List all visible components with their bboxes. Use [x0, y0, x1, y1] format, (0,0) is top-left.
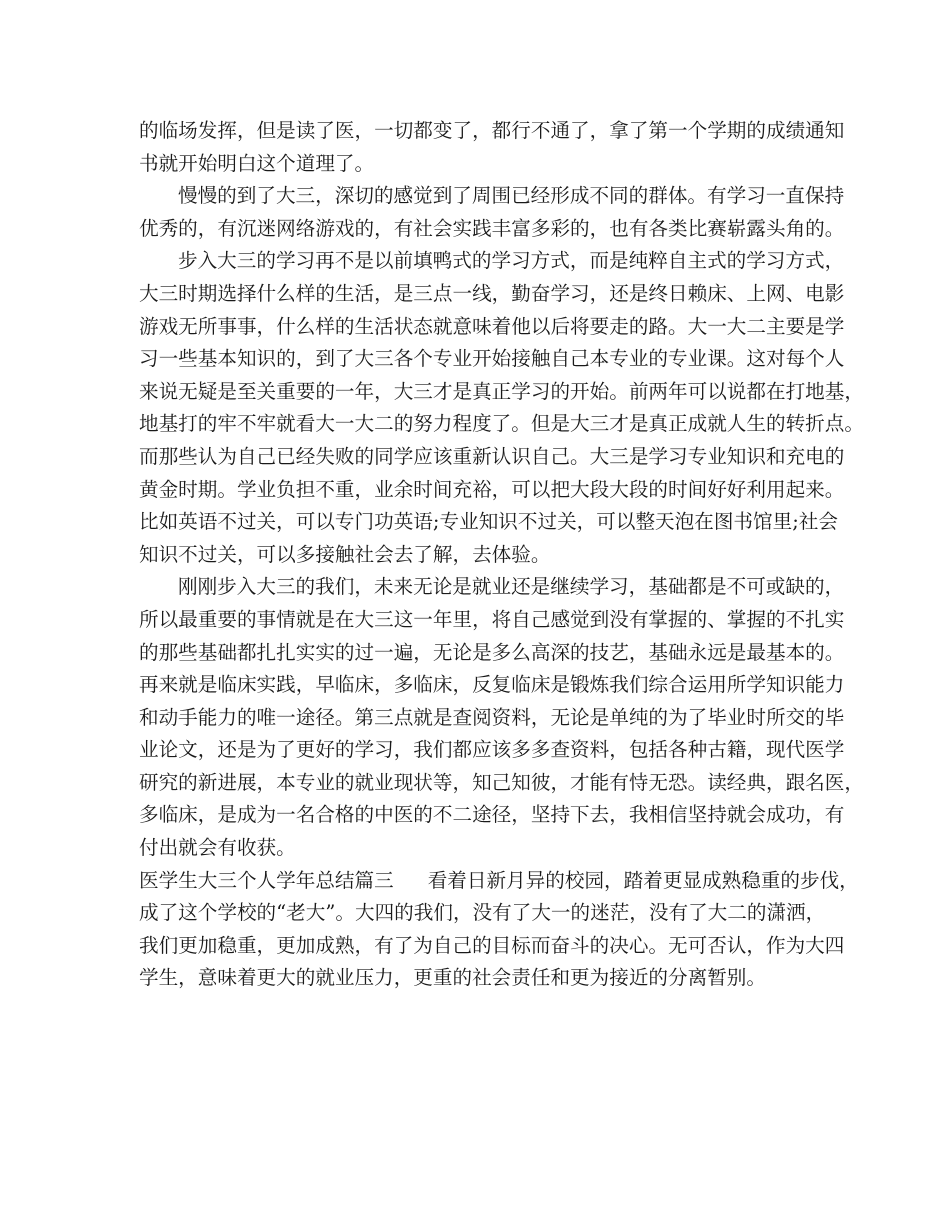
text-line: 优秀的，有沉迷网络游戏的，有社会实践丰富多彩的，也有各类比赛崭露头角的。 — [139, 216, 845, 240]
text-line: 我们更加稳重，更加成熟，有了为自己的目标而奋斗的决心。无可否认，作为大四 — [139, 933, 845, 957]
text-line: 的临场发挥，但是读了医，一切都变了，都行不通了，拿了第一个学期的成绩通知 — [139, 119, 845, 142]
text-line: 地基打的牢不牢就看大一大二的努力程度了。但是大三才是真正成就人生的转折点。 — [139, 412, 864, 436]
text-line: 来说无疑是至关重要的一年，大三才是真正学习的开始。前两年可以说都在打地基， — [139, 379, 864, 403]
text-line: 和动手能力的唯一途径。第三点就是查阅资料，无论是单纯的为了毕业时所交的毕 — [139, 705, 845, 729]
section-heading-line — [139, 865, 859, 898]
text-line: 比如英语不过关，可以专门功英语;专业知识不过关，可以整天泡在图书馆里;社会 — [139, 510, 838, 534]
document-body — [139, 115, 864, 995]
section-heading: 医学生大三个人学年总结篇三 — [139, 868, 394, 892]
text-line: 成了这个学校的“老大”。大四的我们，没有了大一的迷茫，没有了大二的潇洒， — [139, 901, 826, 925]
text-line: 知识不过关，可以多接触社会去了解，去体验。 — [139, 542, 551, 566]
paragraph-start-line: 慢慢的到了大三，深切的感觉到了周围已经形成不同的群体。有学习一直保持 — [178, 184, 845, 208]
text-line: 学生，意味着更大的就业压力，更重的社会责任和更为接近的分离暂别。 — [139, 966, 766, 990]
text-line: 业论文，还是为了更好的学习，我们都应该多多查资料，包括各种古籍，现代医学 — [139, 738, 845, 762]
text-line: 所以最重要的事情就是在大三这一年里，将自己感觉到没有掌握的、掌握的不扎实 — [139, 607, 845, 631]
text-line: 书就开始明白这个道理了。 — [139, 151, 375, 175]
text-line: 习一些基本知识的，到了大三各个专业开始接触自己本专业的专业课。这对每个人 — [139, 347, 845, 371]
paragraph-start-line: 刚刚步入大三的我们，未来无论是就业还是继续学习，基础都是不可或缺的， — [178, 575, 845, 599]
text-line: 黄金时期。学业负担不重，业余时间充裕，可以把大段大段的时间好好利用起来。 — [139, 477, 845, 501]
paragraph-start-line: 步入大三的学习再不是以前填鸭式的学习方式，而是纯粹自主式的学习方式， — [178, 249, 845, 273]
text-line: 多临床，是成为一名合格的中医的不二途径，坚持下去，我相信坚持就会成功，有 — [139, 803, 845, 827]
text-line: 付出就会有收获。 — [139, 836, 296, 860]
text-line: 的那些基础都扎扎实实的过一遍，无论是多么高深的技艺，基础永远是最基本的。 — [139, 640, 845, 664]
text-line: 游戏无所事事，什么样的生活状态就意味着他以后将要走的路。大一大二主要是学 — [139, 314, 845, 338]
text-line: 大三时期选择什么样的生活，是三点一线，勤奋学习，还是终日赖床、上网、电影 — [139, 281, 845, 305]
text-line: 研究的新进展，本专业的就业现状等，知己知彼，才能有恃无恐。读经典，跟名医， — [139, 770, 864, 794]
text-line: 再来就是临床实践，早临床，多临床，反复临床是锻炼我们综合运用所学知识能力 — [139, 673, 845, 697]
text-line: 而那些认为自己已经失败的同学应该重新认识自己。大三是学习专业知识和充电的 — [139, 444, 845, 468]
section-first-text: 看着日新月异的校园，踏着更显成熟稳重的步伐， — [427, 868, 859, 892]
